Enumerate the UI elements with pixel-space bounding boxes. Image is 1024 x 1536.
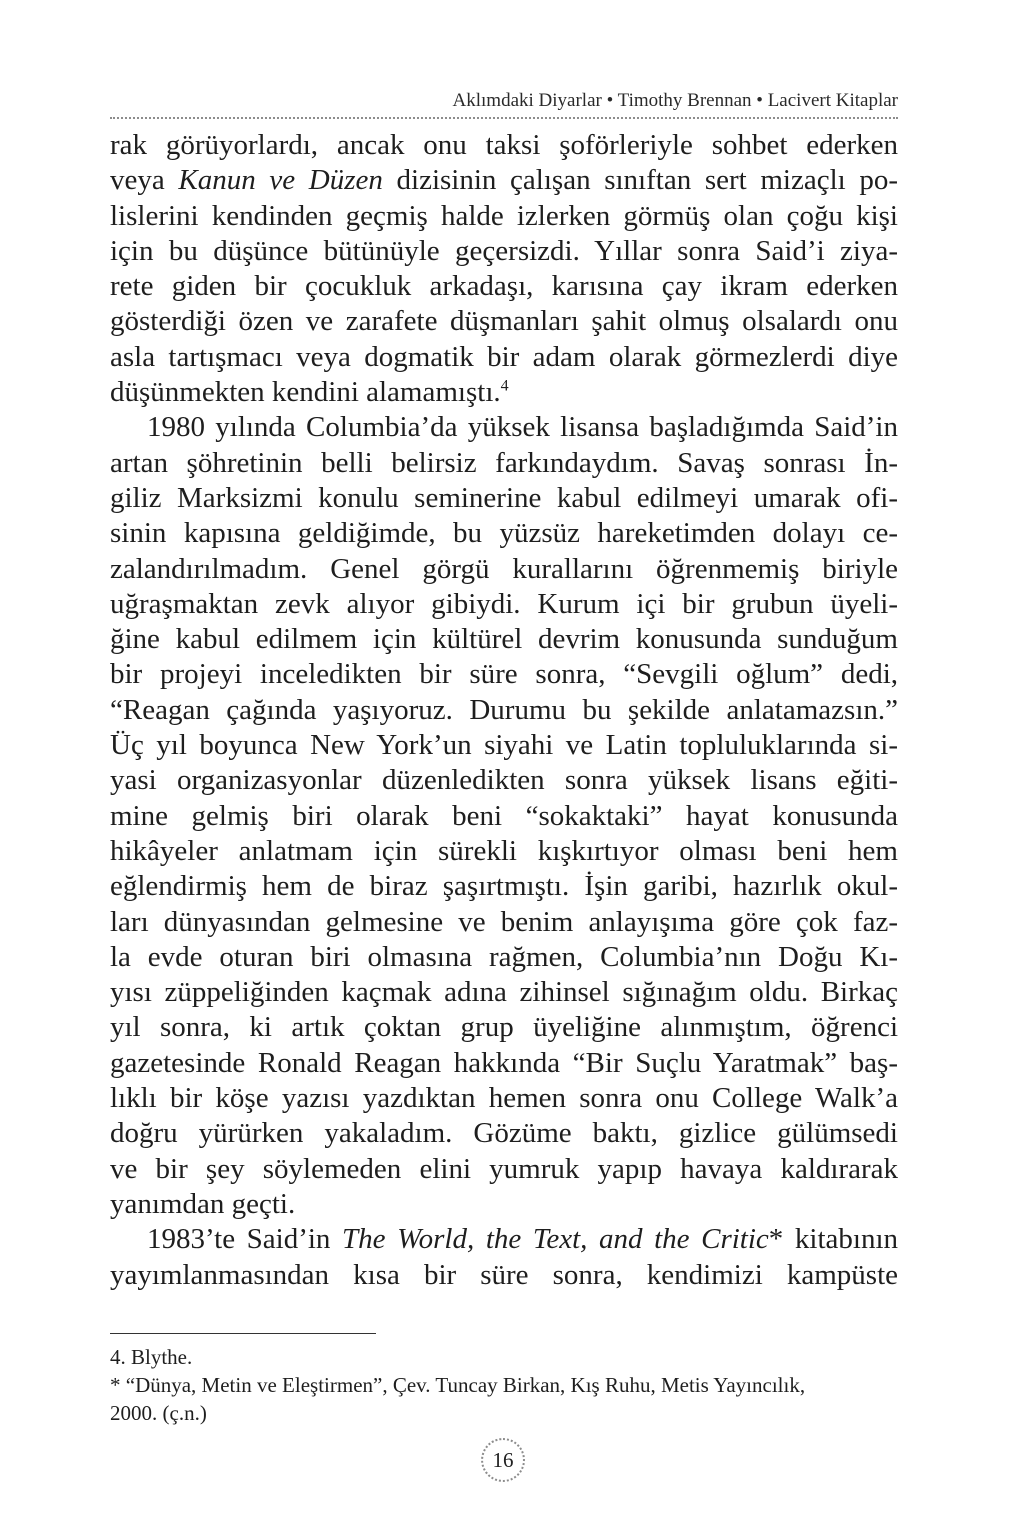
text-line: artan şöhretinin belli belirsiz farkındaydım. Savaş sonrası İn- — [110, 446, 898, 479]
italic-title: Kanun ve Düzen — [178, 164, 383, 197]
footnotes — [110, 1343, 898, 1427]
text-line: rak görüyorlardı, ancak onu taksi şoförleriyle sohbet ederken — [110, 129, 898, 161]
page-number: 16 — [492, 1447, 514, 1472]
text-line: ve bir şey söylemeden elini yumruk yapıp havaya kaldırarak — [110, 1152, 898, 1185]
text-line: asla tartışmacı veya dogmatik bir adam olarak görmezlerdi diye — [110, 340, 898, 373]
text-line: hikâyeler anlatmam için sürekli kışkırtıyor olması beni hem — [110, 834, 898, 867]
text-line: veya Kanun ve Düzen dizisinin çalışan sınıftan sert mizaçlı po- — [110, 164, 898, 197]
text-line: giliz Marksizmi konulu seminerine kabul edilmeyi umarak ofi- — [110, 481, 898, 514]
text-line: ları dünyasından gelmesine ve benim anlayışıma göre çok faz- — [110, 905, 898, 938]
text-line: la evde oturan biri olmasına rağmen, Columbia’nın Doğu Kı- — [110, 940, 898, 973]
text-line: zalandırılmadım. Genel görgü kurallarını öğrenmemiş biriyle — [110, 552, 898, 585]
footnote-divider — [110, 1333, 376, 1334]
text-line: uğraşmaktan zevk alıyor gibiydi. Kurum içi bir grubun üyeli- — [110, 587, 898, 620]
text-line: doğru yürürken yakaladım. Gözüme baktı, gizlice gülümsedi — [110, 1117, 898, 1150]
italic-title: The World, the Text, and the Critic — [342, 1223, 769, 1256]
footnote-line: 4. Blythe. — [110, 1345, 193, 1369]
text-line: eğlendirmiş hem de biraz şaşırtmıştı. İşin garibi, hazırlık okul- — [110, 870, 898, 903]
running-header: Aklımdaki Diyarlar • Timothy Brennan • Lacivert Kitaplar — [452, 90, 898, 111]
body-text — [110, 128, 898, 1293]
page-number-badge — [481, 1438, 525, 1482]
text-line: yanımdan geçti. — [110, 1187, 296, 1220]
text-line: yasi organizasyonlar düzenledikten sonra yüksek lisans eğiti- — [110, 764, 898, 797]
text-line: lıklı bir köşe yazısı yazdıktan hemen sonra onu College Walk’a — [110, 1082, 898, 1115]
header-divider — [110, 117, 898, 119]
footnote-ref: 4 — [500, 377, 509, 395]
text-line: gazetesinde Ronald Reagan hakkında “Bir Suçlu Yaratmak” baş- — [110, 1046, 898, 1079]
text-line: 1983’te Said’in The World, the Text, and the Critic* kitabının — [147, 1223, 898, 1256]
text-line: bir projeyi inceledikten bir süre sonra, “Sevgili oğlum” dedi, — [110, 658, 898, 691]
text-line: gösterdiği özen ve zarafete düşmanları şahit olmuş olsalardı onu — [110, 305, 898, 338]
text-line: ğine kabul edilmem için kültürel devrim konusunda sunduğum — [110, 623, 898, 656]
text-line: rete giden bir çocukluk arkadaşı, karısına çay ikram ederken — [110, 270, 898, 303]
text-line: yıl sonra, ki artık çoktan grup üyeliğine alınmıştım, öğrenci — [110, 1011, 898, 1044]
text-line: yısı züppeliğinden kaçmak adına zihinsel sığınağım oldu. Birkaç — [110, 976, 898, 1009]
text-line: yayımlanmasından kısa bir süre sonra, kendimizi kampüste — [110, 1258, 898, 1291]
text-line: lislerini kendinden geçmiş halde izlerken görmüş olan çoğu kişi — [110, 199, 898, 232]
text-line: için bu düşünce bütünüyle geçersizdi. Yıllar sonra Said’i ziya- — [110, 234, 898, 267]
text-line: 1980 yılında Columbia’da yüksek lisansa başladığımda Said’in — [147, 411, 898, 444]
text-line: “Reagan çağında yaşıyoruz. Durumu bu şekilde anlatamazsın.” — [110, 693, 898, 726]
text-line: sinin kapısına geldiğimde, bu yüzsüz hareketimden dolayı ce- — [110, 517, 898, 550]
text-line: düşünmekten kendini alamamıştı.$^4$ — [110, 376, 509, 409]
footnote-line: * “Dünya, Metin ve Eleştirmen”, Çev. Tuncay Birkan, Kış Ruhu, Metis Yayıncılık, — [110, 1373, 806, 1397]
footnote-line: 2000. (ç.n.) — [110, 1401, 207, 1425]
text-line: mine gelmiş biri olarak beni “sokaktaki” hayat konusunda — [110, 799, 898, 832]
text-line: Üç yıl boyunca New York’un siyahi ve Latin topluluklarında si- — [110, 729, 898, 762]
